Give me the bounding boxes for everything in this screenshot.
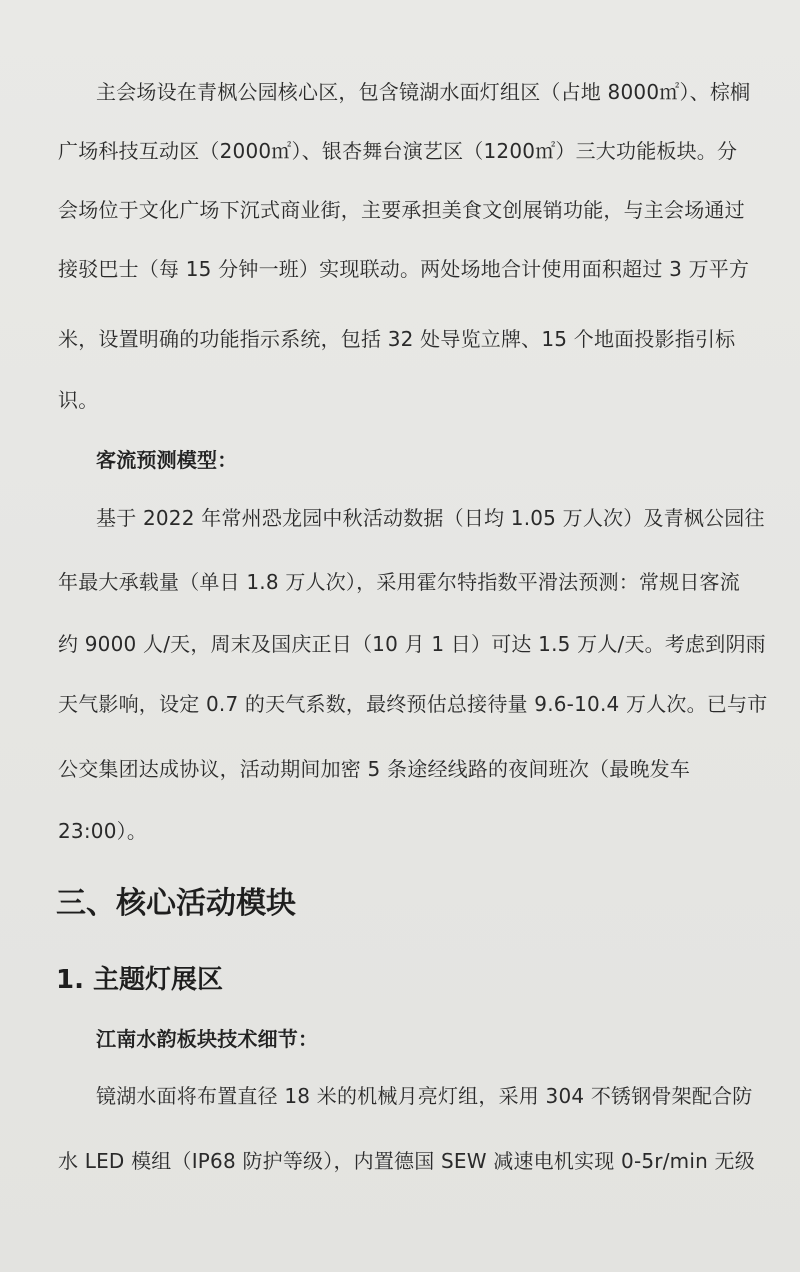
para1-line-5: 米，设置明确的功能指示系统，包括 32 处导览立牌、15 个地面投影指引标	[58, 327, 736, 351]
label-traffic-model: 客流预测模型：	[96, 448, 238, 472]
para2-line-5: 公交集团达成协议，活动期间加密 5 条途经线路的夜间班次（最晚发车	[58, 757, 691, 781]
para3-line-1: 镜湖水面将布置直径 18 米的机械月亮灯组，采用 304 不锈钢骨架配合防	[96, 1084, 753, 1108]
section-heading: 三、核心活动模块	[56, 886, 296, 921]
para1-line-2: 广场科技互动区（2000㎡）、银杏舞台演艺区（1200㎡）三大功能板块。分	[58, 139, 738, 163]
para2-line-6: 23:00）。	[58, 819, 148, 843]
para2-line-2: 年最大承载量（单日 1.8 万人次），采用霍尔特指数平滑法预测：常规日客流	[58, 570, 740, 594]
para1-line-4: 接驳巴士（每 15 分钟一班）实现联动。两处场地合计使用面积超过 3 万平方	[58, 257, 750, 281]
para2-line-3: 约 9000 人/天，周末及国庆正日（10 月 1 日）可达 1.5 万人/天。考虑到阴雨	[58, 632, 766, 656]
para1-line-3: 会场位于文化广场下沉式商业街，主要承担美食文创展销功能，与主会场通过	[58, 198, 745, 222]
para1-line-6: 识。	[58, 388, 99, 412]
subsection-heading: 1. 主题灯展区	[56, 965, 224, 995]
para2-line-1: 基于 2022 年常州恐龙园中秋活动数据（日均 1.05 万人次）及青枫公园往	[96, 506, 765, 530]
label-tech-details: 江南水韵板块技术细节：	[96, 1027, 319, 1051]
para1-line-1: 主会场设在青枫公园核心区，包含镜湖水面灯组区（占地 8000㎡）、棕榈	[96, 80, 751, 104]
para3-line-2: 水 LED 模组（IP68 防护等级），内置德国 SEW 减速电机实现 0-5r/min 无级	[58, 1149, 755, 1173]
para2-line-4: 天气影响，设定 0.7 的天气系数，最终预估总接待量 9.6-10.4 万人次。已与市	[58, 692, 768, 716]
